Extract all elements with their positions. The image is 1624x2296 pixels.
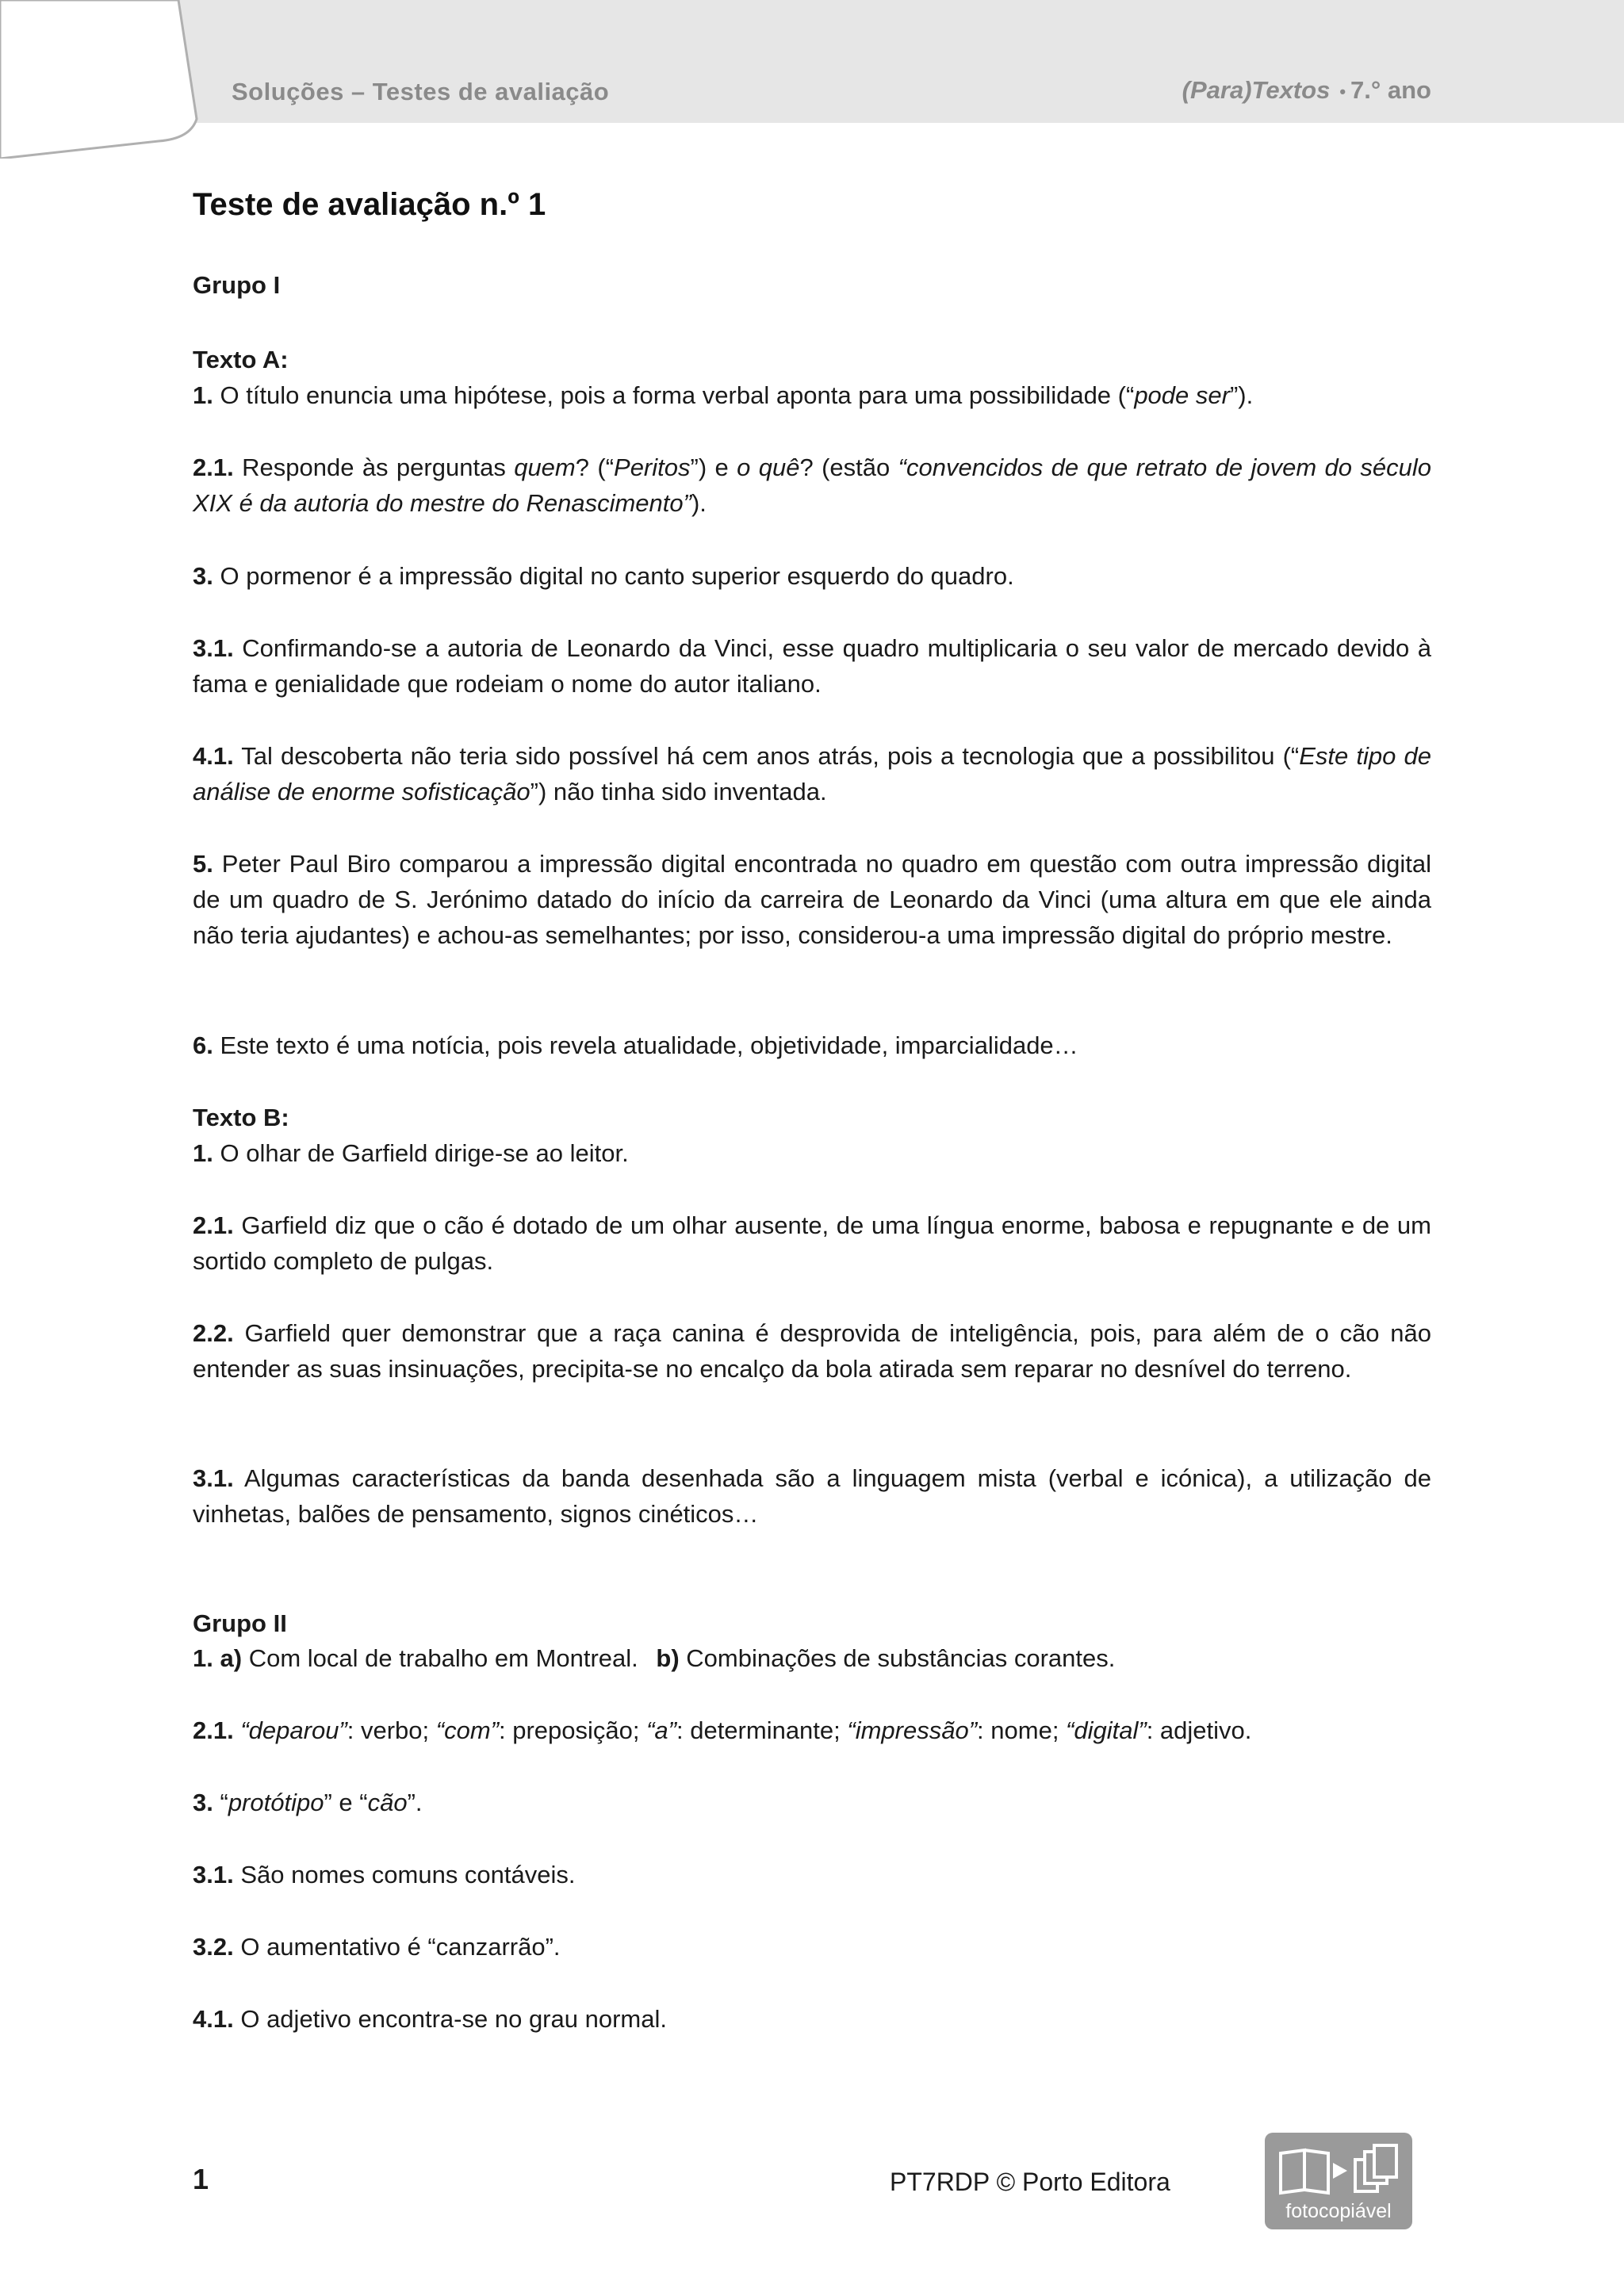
subheading-texto-b: Texto B: <box>193 1104 289 1131</box>
answer-b1: 1. O olhar de Garfield dirige-se ao leitor. <box>193 1139 629 1167</box>
header-tab-decoration <box>0 0 198 159</box>
badge-label: fotocopiável <box>1285 2200 1392 2222</box>
section-heading-grupo-2: Grupo II <box>193 1609 287 1637</box>
header-book-grade <box>1182 76 1431 105</box>
copyright-code: PT7RDP © Porto Editora <box>890 2168 1170 2196</box>
answer-a5: 5. Peter Paul Biro comparou a impressão digital encontrada no quadro em questão com outra impressão digital de um quadro de S. Jerónimo datado do início da carreira de Leonardo da Vinci (uma altura em que ele ainda não teria ajudantes) e achou-as semelhantes; por isso, considerou-a uma impressão digital do próprio mestre. <box>193 850 1431 949</box>
photocopiable-badge <box>1265 2133 1412 2229</box>
page-title: Teste de avaliação n.º 1 <box>193 187 546 222</box>
header-subtitle: Soluções – Testes de avaliação <box>232 78 610 105</box>
answer-a2-1: 2.1. Responde às perguntas quem? (“Peritos”) e o quê? (estão “convencidos de que retrato de jovem do século XIX é da autoria do mestre do Renascimento”). <box>193 453 1431 517</box>
answer-g1: 1. a) Com local de trabalho em Montreal. b) Combinações de substâncias corantes. <box>193 1644 1116 1672</box>
answer-a3-1: 3.1. Confirmando-se a autoria de Leonardo da Vinci, esse quadro multiplicaria o seu valor de mercado devido à fama e genialidade que rodeiam o nome do autor italiano. <box>193 634 1431 698</box>
answer-b2-1: 2.1. Garfield diz que o cão é dotado de um olhar ausente, de uma língua enorme, babosa e repugnante e de um sortido completo de pulgas. <box>193 1211 1431 1275</box>
answer-a6: 6. Este texto é uma notícia, pois revela atualidade, objetividade, imparcialidade… <box>193 1031 1078 1059</box>
answer-g3: 3. “protótipo” e “cão”. <box>193 1789 423 1816</box>
answer-g4-1: 4.1. O adjetivo encontra-se no grau normal. <box>193 2005 667 2033</box>
answer-g2-1: 2.1. “deparou”: verbo; “com”: preposição; “a”: determinante; “impressão”: nome; “digital”: adjetivo. <box>193 1716 1252 1744</box>
answer-b2-2: 2.2. Garfield quer demonstrar que a raça canina é desprovida de inteligência, pois, para além de o cão não entender as suas insinuações, precipita-se no encalço da bola atirada sem reparar no desnível do terreno. <box>193 1319 1431 1383</box>
book-arrow-copy-icon <box>1276 2142 1403 2199</box>
page-number: 1 <box>193 2163 209 2195</box>
answer-a3: 3. O pormenor é a impressão digital no canto superior esquerdo do quadro. <box>193 562 1014 590</box>
subheading-texto-a: Texto A: <box>193 346 289 373</box>
answer-g3-1: 3.1. São nomes comuns contáveis. <box>193 1861 576 1888</box>
answer-a1: 1. O título enuncia uma hipótese, pois a forma verbal aponta para uma possibilidade (“pode ser”). <box>193 381 1254 409</box>
bullet-separator: • <box>1339 81 1346 101</box>
section-heading-grupo-1: Grupo I <box>193 271 281 299</box>
answer-g3-2: 3.2. O aumentativo é “canzarrão”. <box>193 1933 561 1961</box>
answer-b3-1: 3.1. Algumas características da banda desenhada são a linguagem mista (verbal e icónica), a utilização de vinhetas, balões de pensamento, signos cinéticos… <box>193 1464 1431 1528</box>
grade-label: 7.° ano <box>1350 76 1431 104</box>
book-title: (Para)Textos <box>1182 76 1331 104</box>
answer-a4-1: 4.1. Tal descoberta não teria sido possível há cem anos atrás, pois a tecnologia que a possibilitou (“Este tipo de análise de enorme sofisticação”) não tinha sido inventada. <box>193 742 1431 806</box>
